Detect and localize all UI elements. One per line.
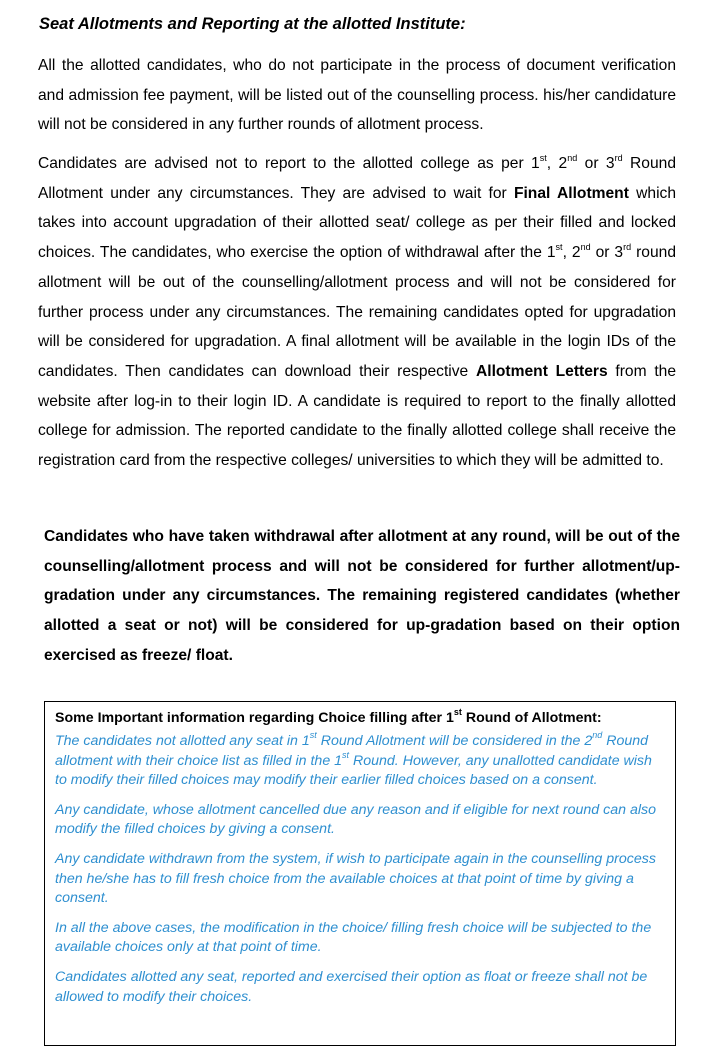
section-heading: Seat Allotments and Reporting at the allotted Institute: xyxy=(39,15,466,33)
allotment-letters-emphasis: Allotment Letters xyxy=(475,362,608,380)
info-note-float-freeze: Candidates allotted any seat, reported and exercised their option as float or freeze shall not be allowed to modify their choices. xyxy=(55,968,648,1005)
paragraph-reporting-advice: Candidates are advised not to report to the allotted college as per 1st, 2nd or 3rd Round Allotment under any circumstances. They are advised to wait for Final Allotment which takes into account upgradation of their allotted seat/ college as per their filled and locked choices. The candidates, who exercise the option of withdrawal after the 1st, 2nd or 3rd round allotment will be out of the counselling/allotment process and will not be considered for further process under any circumstances. The remaining candidates opted for upgradation will be considered for upgradation. A final allotment will be available in the login IDs of the candidates. Then candidates can download their respective Allotment Letters from the website after log-in to their login ID. A candidate is required to report to the finally allotted college for admission. The reported candidate to the finally allotted college shall receive the registration card from the respective colleges/ universities to which they will be admitted to. xyxy=(38,152,677,470)
info-note-withdrawn: Any candidate withdrawn from the system, if wish to participate again in the counselling process then he/she has to fill fresh choice from the available choices at that point of time by giving a consent. xyxy=(55,850,656,907)
info-note-cancelled: Any candidate, whose allotment cancelled due any reason and if eligible for next round can also modify the filled choices by giving a consent. xyxy=(55,801,656,838)
final-allotment-emphasis: Final Allotment xyxy=(513,184,629,202)
choice-filling-info-box xyxy=(44,701,676,1046)
paragraph-non-participation: All the allotted candidates, who do not participate in the process of document verification and admission fee payment, will be listed out of the counselling process. his/her candidature will not be considered in any further rounds of allotment process. xyxy=(38,57,676,134)
paragraph-withdrawal-notice: Candidates who have taken withdrawal after allotment at any round, will be out of the counselling/allotment process and will not be considered for further allotment/up-gradation under any circumstances. The remaining registered candidates (whether allotted a seat or not) will be considered for up-gradation based on their option exercised as freeze/ float. xyxy=(44,528,680,664)
info-note-unallotted: The candidates not allotted any seat in 1st Round Allotment will be considered in the 2nd Round allotment with their choice list as filled in the 1st Round. However, any unallotted candidate wish to modify their filled choices may modify their earlier filled choices based on a consent. xyxy=(55,730,652,789)
info-note-modification: In all the above cases, the modification in the choice/ filling fresh choice will be subjected to the available choices only at that point of time. xyxy=(55,919,652,956)
info-box-title: Some Important information regarding Choice filling after 1st Round of Allotment: xyxy=(55,707,602,726)
